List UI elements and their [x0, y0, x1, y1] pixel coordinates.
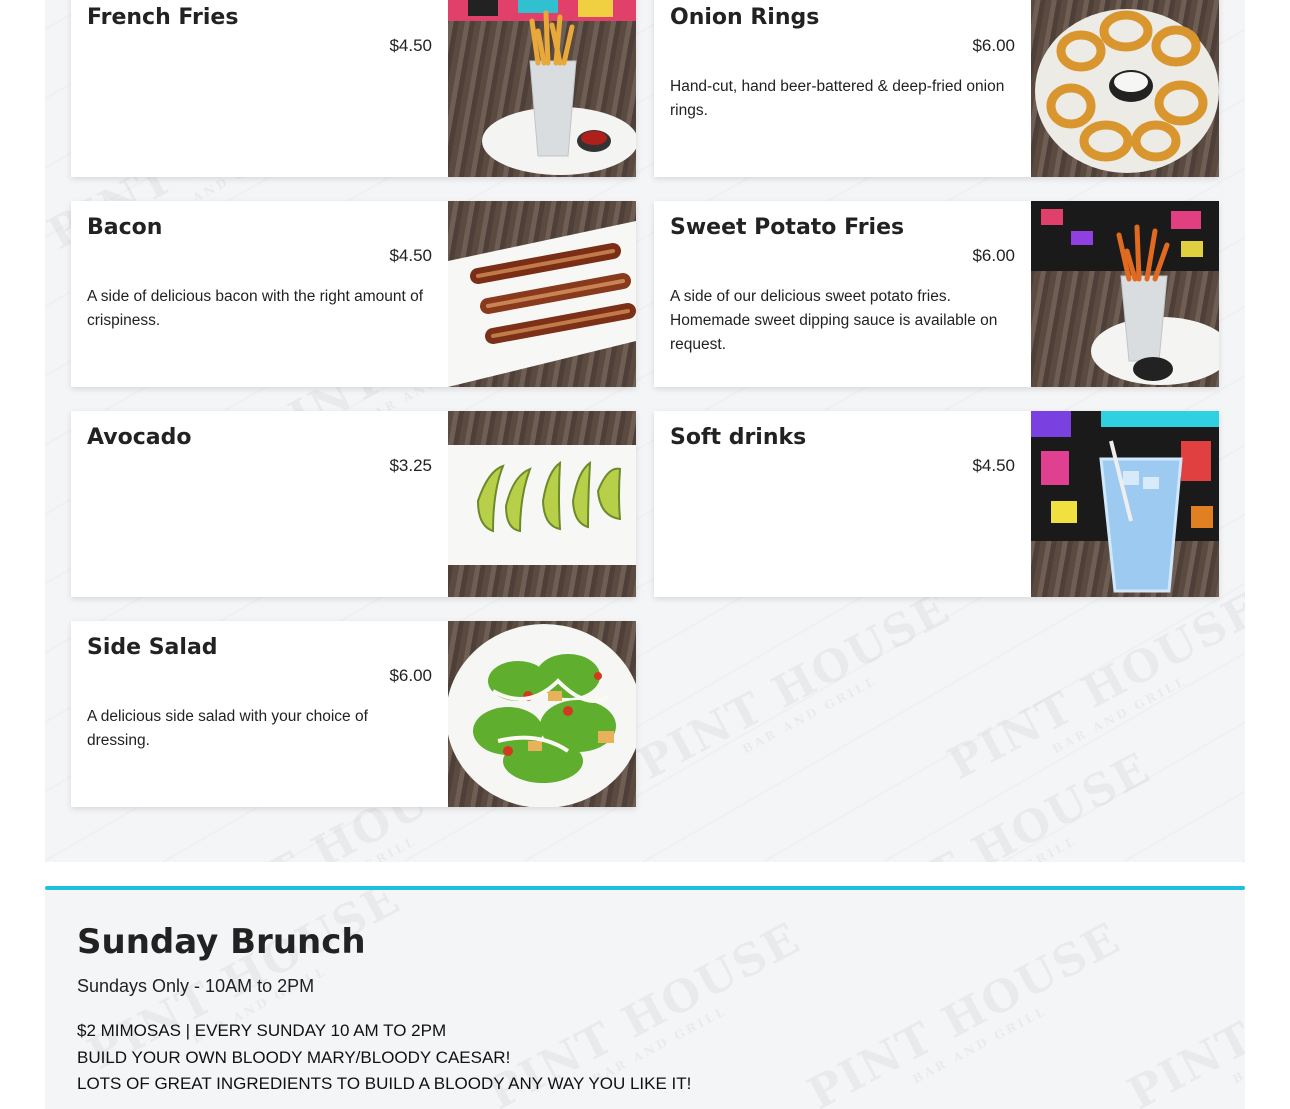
- brunch-line: $2 MIMOSAS | EVERY SUNDAY 10 AM TO 2PM: [77, 1021, 447, 1040]
- item-description: A side of delicious bacon with the right amount of crispiness.: [87, 288, 424, 329]
- item-name: Sweet Potato Fries: [670, 215, 905, 240]
- menu-card-sweet-potato-fries[interactable]: [654, 201, 1219, 387]
- bacon-photo[interactable]: [448, 201, 636, 387]
- item-description: Hand-cut, hand beer-battered & deep-fried onion rings.: [670, 78, 1005, 119]
- side-salad-photo[interactable]: [448, 621, 636, 807]
- item-name: Soft drinks: [670, 425, 807, 450]
- onion-rings-photo[interactable]: [1031, 0, 1219, 177]
- brunch-line: LOTS OF GREAT INGREDIENTS TO BUILD A BLOODY ANY WAY YOU LIKE IT!: [77, 1074, 692, 1093]
- avocado-photo[interactable]: [448, 411, 636, 597]
- item-price: $4.50: [389, 36, 432, 55]
- sunday-brunch-section: [45, 890, 1245, 1109]
- pint-house-watermark: [630, 583, 966, 803]
- item-price: $4.50: [972, 456, 1015, 475]
- menu-card-avocado[interactable]: [71, 411, 636, 597]
- item-name: Onion Rings: [670, 5, 820, 30]
- item-name: Side Salad: [87, 635, 218, 660]
- item-price: $6.00: [972, 36, 1015, 55]
- item-description: A side of our delicious sweet potato fries. Homemade sweet dipping sauce is available on request.: [670, 288, 998, 353]
- brunch-subtitle: Sundays Only - 10AM to 2PM: [77, 976, 315, 996]
- sides-section: [45, 0, 1245, 862]
- item-name: Avocado: [87, 425, 192, 450]
- pint-house-watermark: [1120, 913, 1245, 1109]
- pint-house-watermark: [830, 743, 1166, 862]
- menu-card-bacon[interactable]: [71, 201, 636, 387]
- pint-house-watermark: [1150, 743, 1245, 862]
- sweet-potato-fries-photo[interactable]: [1031, 201, 1219, 387]
- menu-card-side-salad[interactable]: [71, 621, 636, 807]
- pint-house-watermark: [800, 913, 1136, 1109]
- pint-house-watermark: [940, 583, 1245, 803]
- soft-drink-photo[interactable]: [1031, 411, 1219, 597]
- item-description: A delicious side salad with your choice of dressing.: [87, 708, 368, 749]
- fries-photo[interactable]: [448, 0, 636, 177]
- item-name: French Fries: [87, 5, 239, 30]
- menu-card-onion-rings[interactable]: [654, 0, 1219, 177]
- item-price: $4.50: [389, 246, 432, 265]
- brunch-details: [77, 1018, 691, 1098]
- menu-card-french-fries[interactable]: [71, 0, 636, 177]
- brunch-title: Sunday Brunch: [77, 922, 366, 962]
- item-price: $3.25: [389, 456, 432, 475]
- item-name: Bacon: [87, 215, 163, 240]
- menu-card-soft-drinks[interactable]: [654, 411, 1219, 597]
- brunch-line: BUILD YOUR OWN BLOODY MARY/BLOODY CAESAR!: [77, 1047, 511, 1067]
- item-price: $6.00: [972, 246, 1015, 265]
- item-price: $6.00: [389, 666, 432, 685]
